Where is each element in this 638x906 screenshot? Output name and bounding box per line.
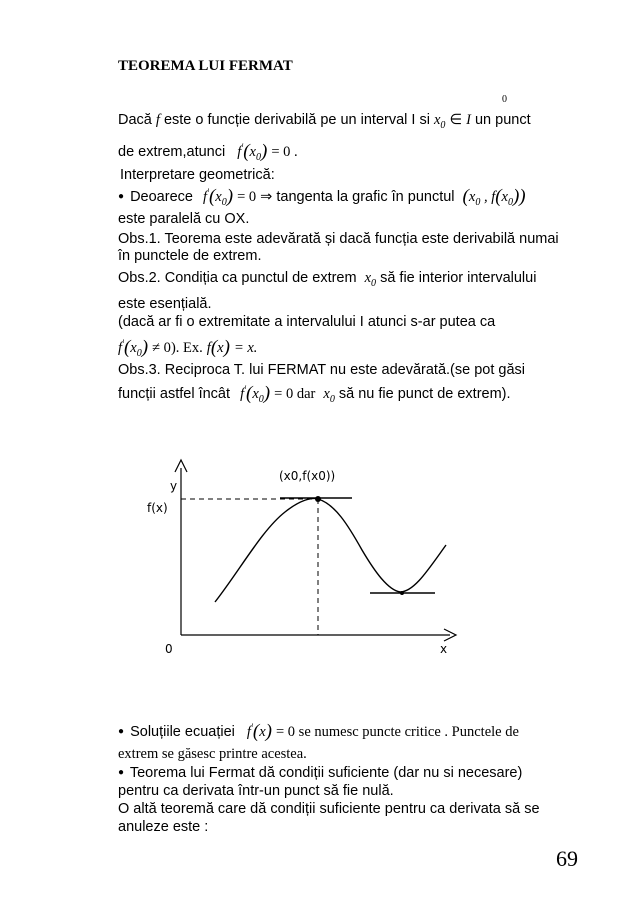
text: ). Ex. [170, 340, 203, 356]
text: Deoarece [130, 189, 193, 205]
bullet-icon: ● [118, 767, 125, 778]
text: să fie interior intervalului [380, 270, 537, 286]
page-title: TEOREMA LUI FERMAT [118, 58, 293, 74]
obs3-line-1: Obs.3. Reciproca T. lui FERMAT nu este adevărată.(se pot găsi [118, 362, 525, 378]
obs1-line-2: în punctele de extrem. [118, 248, 262, 264]
origin-label: 0 [165, 642, 173, 656]
obs1-line-1: Obs.1. Teorema este adevărată și dacă funcția este derivabilă numai [118, 231, 559, 247]
interior-mark: 0 [502, 94, 507, 105]
text: = 0 se numesc puncte critice . Punctele de [276, 724, 519, 740]
math-elem: ∈ [449, 112, 463, 128]
critical-line-2: extrem se găsesc printre acestea. [118, 746, 307, 762]
subscript: 0 [440, 119, 446, 131]
obs2-line-1: Obs.2. Condiția ca punctul de extrem $x_0$ să fie interior intervalului [118, 270, 537, 289]
text: un punct [474, 112, 531, 128]
obs2-line-4: $f'(x_0) \ne 0$). Ex. f(x) = x. [118, 337, 258, 359]
formula: = 0 dar [274, 386, 316, 402]
bullet-icon: ● [118, 191, 125, 202]
obs2-line-2: este esențială. [118, 296, 212, 312]
interpretation-line-2: este paralelă cu OX. [118, 211, 250, 227]
text: Obs.2. Condiția ca punctul de extrem [118, 270, 357, 286]
math-f: f [155, 112, 160, 128]
text: de extrem,atunci [118, 144, 226, 160]
formula: = x. [233, 340, 258, 356]
text: să nu fie punct de extrem). [338, 386, 511, 402]
x-axis-label: x [440, 642, 448, 656]
page-number: 69 [556, 846, 578, 871]
y-axis-label: y [170, 479, 178, 493]
max-point [315, 496, 321, 502]
text: Dacă [118, 112, 152, 128]
sufficient-line-3: O altă teoremă care dă condiții suficiente pentru ca derivata să se [118, 801, 540, 817]
text: tangenta la grafic în punctul [276, 189, 455, 205]
critical-line-1: ● Soluțiile ecuației f'(x) = 0 se numesc puncte critice . Punctele de [118, 721, 519, 742]
formula: = 0 . [271, 144, 298, 160]
obs2-line-3: (dacă ar fi o extremitate a intervalului I atunci s-ar putea ca [118, 314, 496, 330]
sufficient-line-1 [118, 765, 522, 781]
text: funcții astfel încât [118, 386, 231, 402]
min-point [400, 591, 404, 595]
text: Teorema lui Fermat dă condiții suficiente (dar nu si necesare) [129, 765, 523, 781]
point-label: (x0,f(x0)) [279, 469, 336, 483]
math-x: x [433, 112, 441, 128]
fx-label: f(x) [147, 501, 168, 515]
formula: ≠ 0 [152, 340, 171, 356]
formula: = 0 [237, 189, 257, 205]
obs3-line-2: funcții astfel încât $f'(x_0) = 0$ dar $x_0$ să nu fie punct de extrem). [118, 383, 511, 405]
sufficient-line-2: pentru ca derivata într-un punct să fie nulă. [118, 783, 394, 799]
text: este o funcție derivabilă pe un interval I si [163, 112, 430, 128]
sufficient-line-4: anuleze este : [118, 819, 209, 835]
implies-symbol: ⇒ [260, 189, 273, 205]
interpretation-line: ● Deoarece $f'(x_0) = 0$ ⇒ tangenta la grafic în punctul ($x_0$ , $f(x_0)$) [118, 186, 526, 208]
function-curve [215, 498, 446, 602]
math-I: I [466, 112, 471, 128]
theorem-line-2: de extrem,atunci $f'(x_0) = 0$ . [118, 141, 298, 163]
bullet-icon: ● [118, 726, 125, 737]
text: Soluțiile ecuației [130, 724, 235, 740]
interpretation-heading: Interpretare geometrică: [120, 167, 275, 183]
